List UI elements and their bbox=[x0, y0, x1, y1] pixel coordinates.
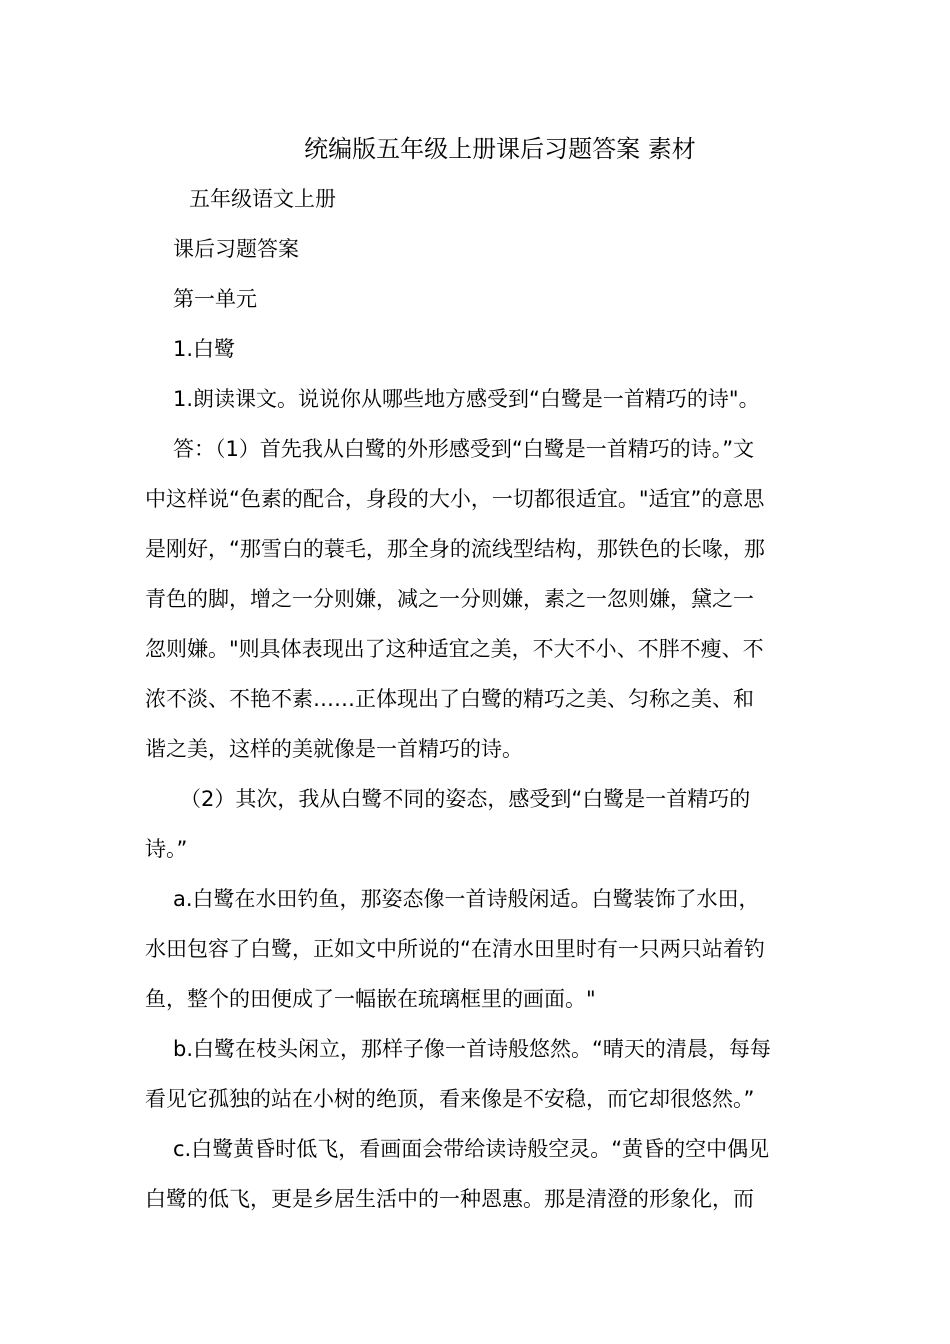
document-title: 统编版五年级上册课后习题答案 素材 bbox=[304, 135, 696, 163]
unit-heading: 第一单元 bbox=[173, 287, 257, 311]
subtitle-grade: 五年级语文上册 bbox=[189, 187, 336, 211]
answer-line: 中这样说“色素的配合，身段的大小，一切都很适宜。"适宜”的意思 bbox=[145, 487, 765, 511]
question-text: 1.朗读课文。说说你从哪些地方感受到“白鹭是一首精巧的诗"。 bbox=[173, 387, 760, 411]
answer-line: b.白鹭在枝头闲立，那样子像一首诗般悠然。“晴天的清晨，每每 bbox=[173, 1037, 771, 1061]
subtitle-answers: 课后习题答案 bbox=[173, 237, 299, 261]
answer-line: c.白鹭黄昏时低飞，看画面会带给读诗般空灵。“黄昏的空中偶见 bbox=[173, 1137, 770, 1161]
answer-line: （2）其次，我从白鹭不同的姿态，感受到“白鹭是一首精巧的 bbox=[180, 787, 751, 811]
lesson-heading: 1.白鹭 bbox=[173, 337, 236, 361]
answer-line: 鱼，整个的田便成了一幅嵌在琉璃框里的画面。" bbox=[145, 987, 596, 1011]
answer-line: 浓不淡、不艳不素……正体现出了白鹭的精巧之美、匀称之美、和 bbox=[145, 687, 754, 711]
answer-line: 谐之美，这样的美就像是一首精巧的诗。 bbox=[145, 737, 523, 761]
answer-line: 水田包容了白鹭，正如文中所说的“在清水田里时有一只两只站着钓 bbox=[145, 937, 765, 961]
answer-line: 忽则嫌。"则具体表现出了这种适宜之美，不大不小、不胖不瘦、不 bbox=[145, 637, 764, 661]
answer-line: 答：（1）首先我从白鹭的外形感受到“白鹭是一首精巧的诗。”文 bbox=[173, 437, 755, 461]
answer-line: 诗。” bbox=[145, 837, 188, 861]
answer-line: a.白鹭在水田钓鱼，那姿态像一首诗般闲适。白鹭装饰了水田， bbox=[173, 887, 760, 911]
answer-line: 青色的脚，增之一分则嫌，减之一分则嫌，素之一忽则嫌，黛之一 bbox=[145, 587, 754, 611]
answer-line: 白鹭的低飞，更是乡居生活中的一种恩惠。那是清澄的形象化，而 bbox=[145, 1187, 754, 1211]
answer-line: 是刚好，“那雪白的蓑毛，那全身的流线型结构，那铁色的长喙，那 bbox=[145, 537, 765, 561]
answer-line: 看见它孤独的站在小树的绝顶，看来像是不安稳，而它却很悠然。” bbox=[145, 1087, 755, 1111]
